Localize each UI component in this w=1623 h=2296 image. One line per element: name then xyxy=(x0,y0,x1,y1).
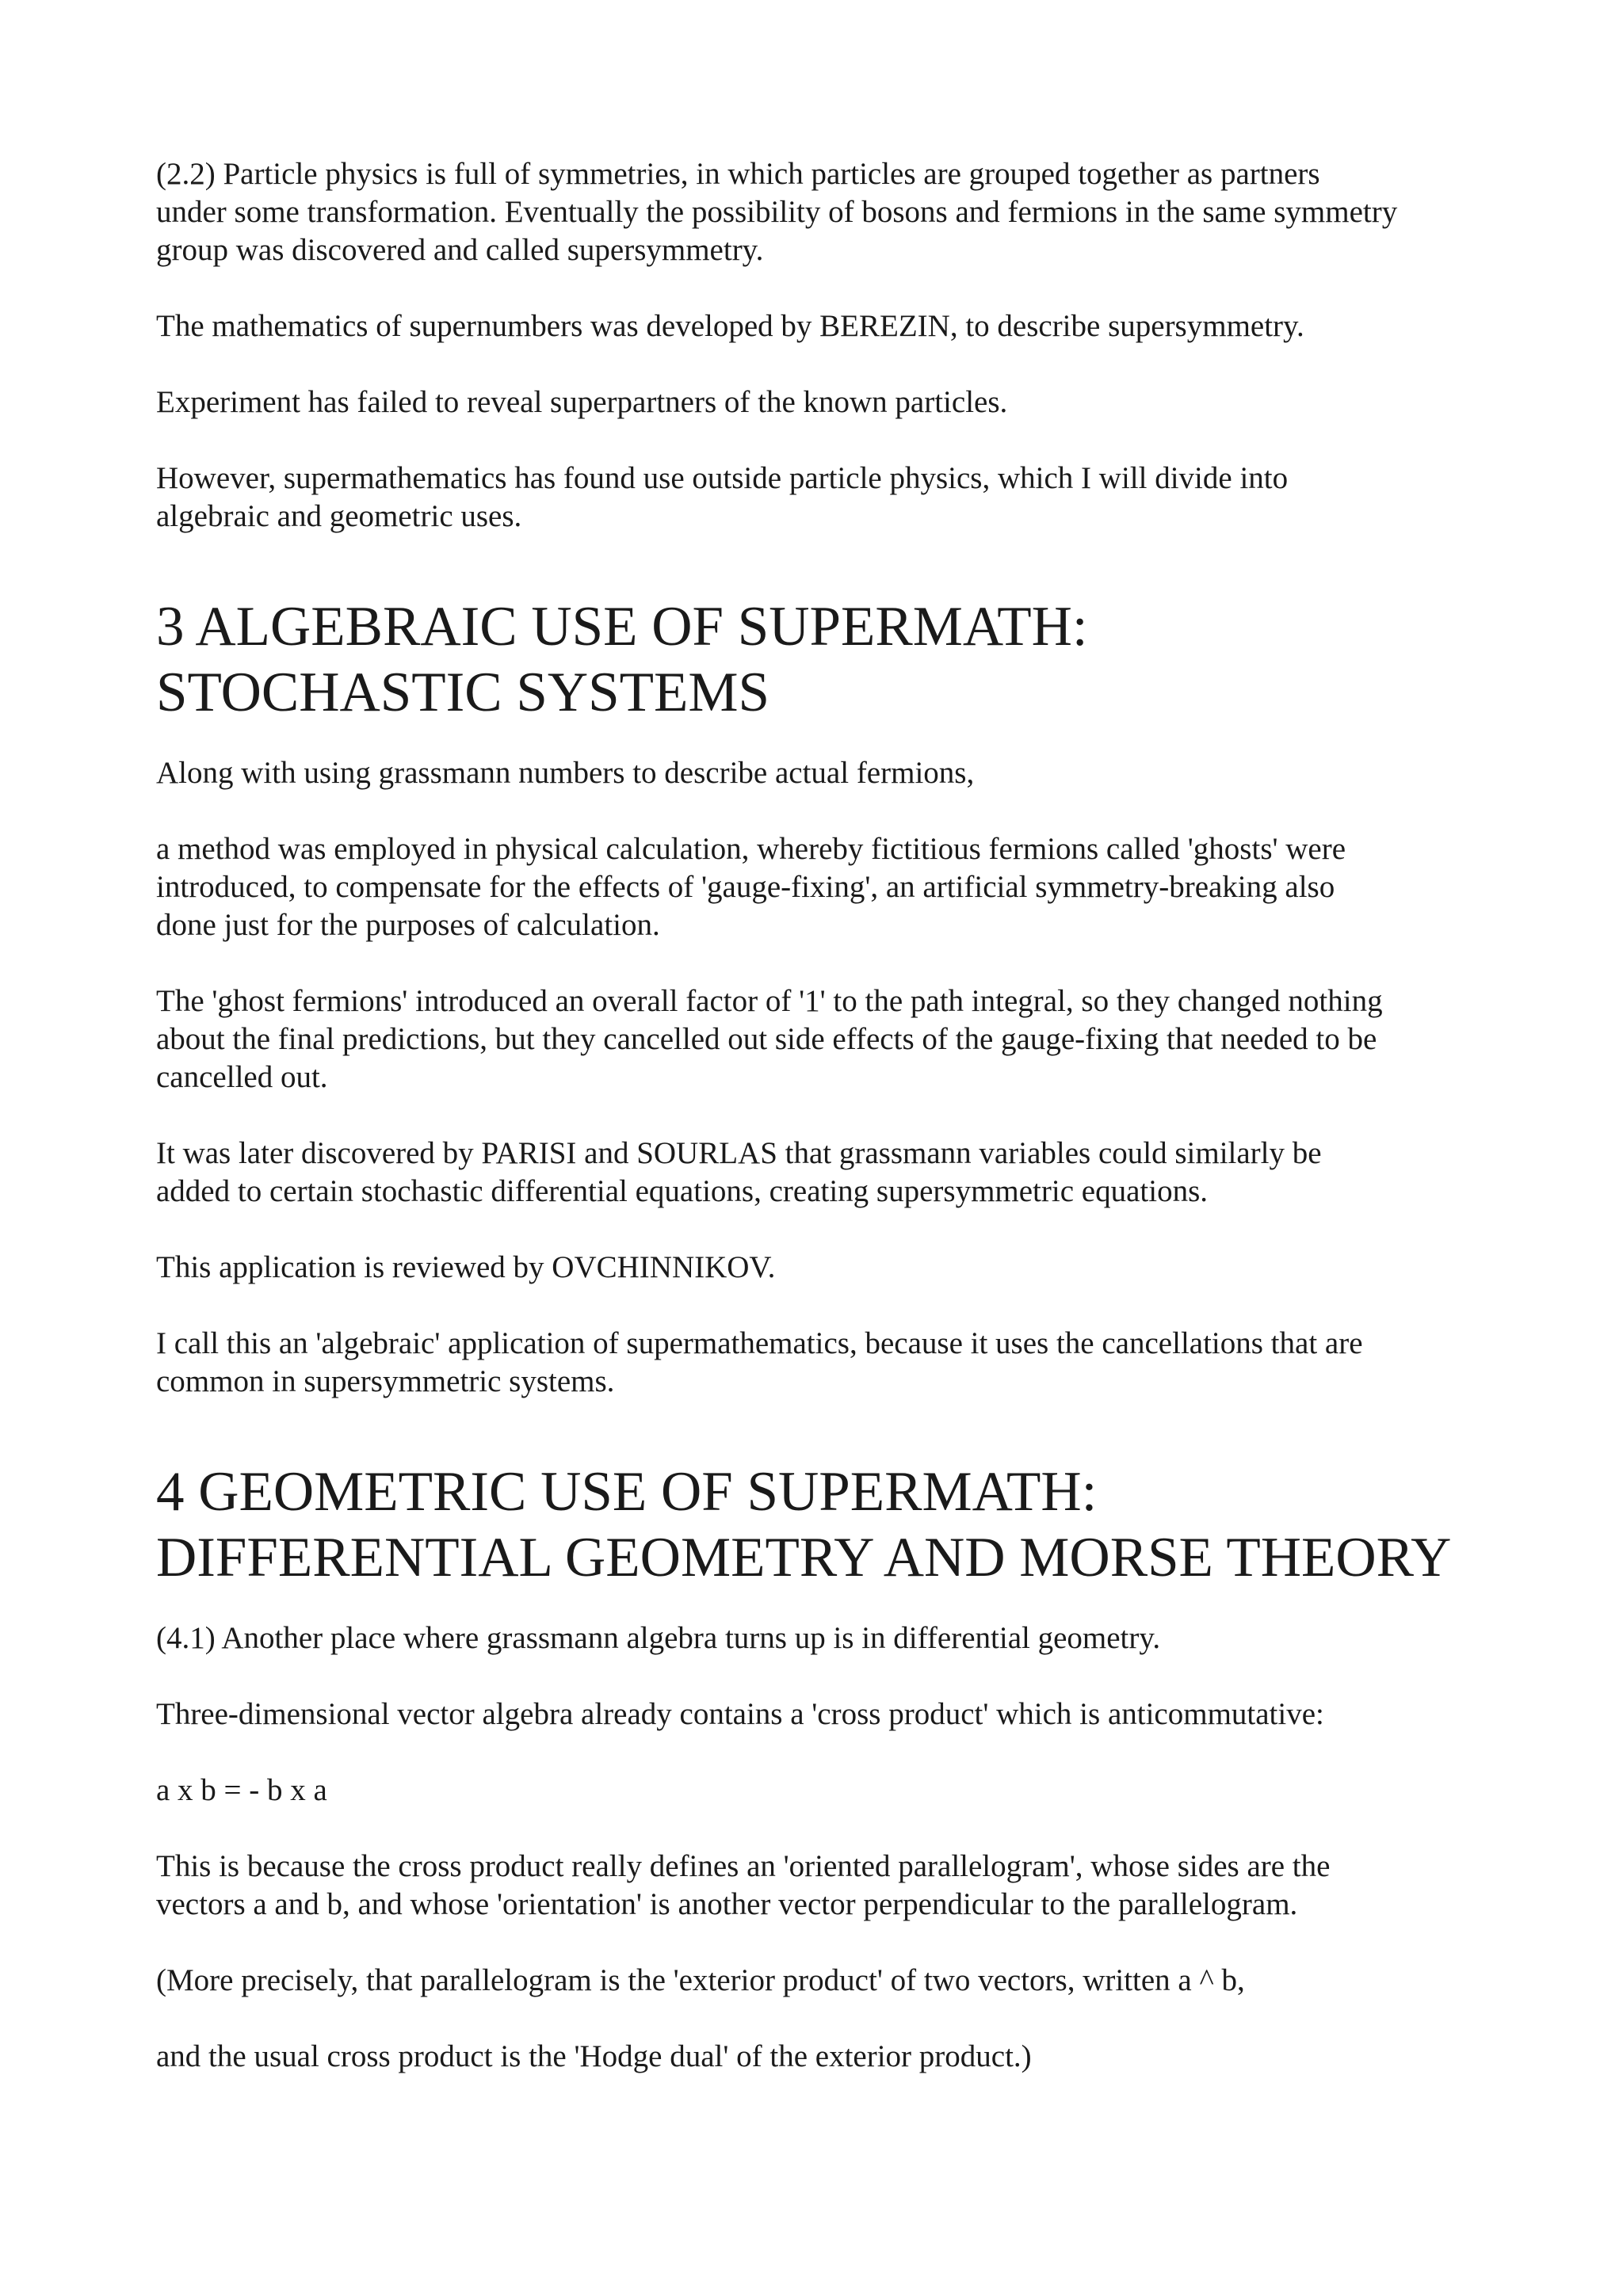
text-line: Experiment has failed to reveal superpartners of the known particles. xyxy=(156,385,1008,419)
paragraph-differential-geometry xyxy=(156,1619,1503,1657)
equation-anticommutative xyxy=(156,1772,1503,1810)
text-line: I call this an 'algebraic' application of supermathematics, because it uses the cancellations that are xyxy=(156,1326,1363,1360)
heading-line: STOCHASTIC SYSTEMS xyxy=(156,662,769,723)
paragraph-experiment xyxy=(156,383,1503,421)
paragraph-ovchinnikov xyxy=(156,1249,1503,1287)
text-line: done just for the purposes of calculation. xyxy=(156,908,660,942)
document-body xyxy=(156,155,1503,2076)
paragraph-berezin xyxy=(156,307,1503,345)
section-heading xyxy=(156,594,1503,726)
text-line: The 'ghost fermions' introduced an overall factor of '1' to the path integral, so they changed nothing xyxy=(156,984,1383,1018)
text-line: common in supersymmetric systems. xyxy=(156,1364,615,1398)
paragraph-parisi-sourlas xyxy=(156,1135,1503,1211)
text-line: (4.1) Another place where grassmann algebra turns up is in differential geometry. xyxy=(156,1621,1161,1655)
text-line: algebraic and geometric uses. xyxy=(156,499,522,533)
paragraph-algebraic-application xyxy=(156,1325,1503,1401)
text-line: introduced, to compensate for the effects of 'gauge-fixing', an artificial symmetry-breaking also xyxy=(156,870,1335,904)
section-heading xyxy=(156,1459,1503,1591)
heading-line: 3 ALGEBRAIC USE OF SUPERMATH: xyxy=(156,596,1088,658)
text-line: (More precisely, that parallelogram is the 'exterior product' of two vectors, written a ^ b, xyxy=(156,1963,1245,1997)
text-line: This application is reviewed by OVCHINNIKOV. xyxy=(156,1250,776,1284)
text-line: (2.2) Particle physics is full of symmetries, in which particles are grouped together as partners xyxy=(156,157,1320,191)
text-line: a x b = - b x a xyxy=(156,1773,327,1807)
heading-line: 4 GEOMETRIC USE OF SUPERMATH: xyxy=(156,1461,1098,1523)
text-line: and the usual cross product is the 'Hodge dual' of the exterior product.) xyxy=(156,2039,1032,2073)
paragraph-cross-product xyxy=(156,1695,1503,1733)
paragraph-supermathematics-uses xyxy=(156,460,1503,536)
paragraph-hodge-dual xyxy=(156,2038,1503,2076)
paragraph-exterior-product xyxy=(156,1962,1503,2000)
text-line: This is because the cross product really defines an 'oriented parallelogram', whose sides are the xyxy=(156,1849,1331,1883)
paragraph-grassmann-fermions xyxy=(156,754,1503,792)
section-4-heading xyxy=(156,1459,1503,1591)
text-line: The mathematics of supernumbers was developed by BEREZIN, to describe supersymmetry. xyxy=(156,309,1304,343)
text-line: cancelled out. xyxy=(156,1060,328,1094)
text-line: group was discovered and called supersymmetry. xyxy=(156,233,764,267)
paragraph-ghost-fermions xyxy=(156,982,1503,1097)
text-line: However, supermathematics has found use outside particle physics, which I will divide into xyxy=(156,461,1289,495)
paragraph-oriented-parallelogram xyxy=(156,1848,1503,1924)
text-line: added to certain stochastic differential equations, creating supersymmetric equations. xyxy=(156,1174,1208,1208)
paragraph-ghosts xyxy=(156,830,1503,944)
section-3-heading xyxy=(156,594,1503,726)
text-line: a method was employed in physical calculation, whereby fictitious fermions called 'ghosts' were xyxy=(156,832,1346,866)
text-line: about the final predictions, but they cancelled out side effects of the gauge-fixing that needed to be xyxy=(156,1022,1377,1056)
text-line: Three-dimensional vector algebra already contains a 'cross product' which is anticommutative: xyxy=(156,1697,1324,1731)
paragraph-intro-supersymmetry xyxy=(156,155,1503,269)
text-line: under some transformation. Eventually the possibility of bosons and fermions in the same symmetry xyxy=(156,195,1398,229)
text-line: vectors a and b, and whose 'orientation' is another vector perpendicular to the parallelogram. xyxy=(156,1887,1298,1921)
text-line: Along with using grassmann numbers to describe actual fermions, xyxy=(156,756,975,790)
heading-line: DIFFERENTIAL GEOMETRY AND MORSE THEORY xyxy=(156,1527,1452,1589)
text-line: It was later discovered by PARISI and SOURLAS that grassmann variables could similarly be xyxy=(156,1136,1322,1170)
